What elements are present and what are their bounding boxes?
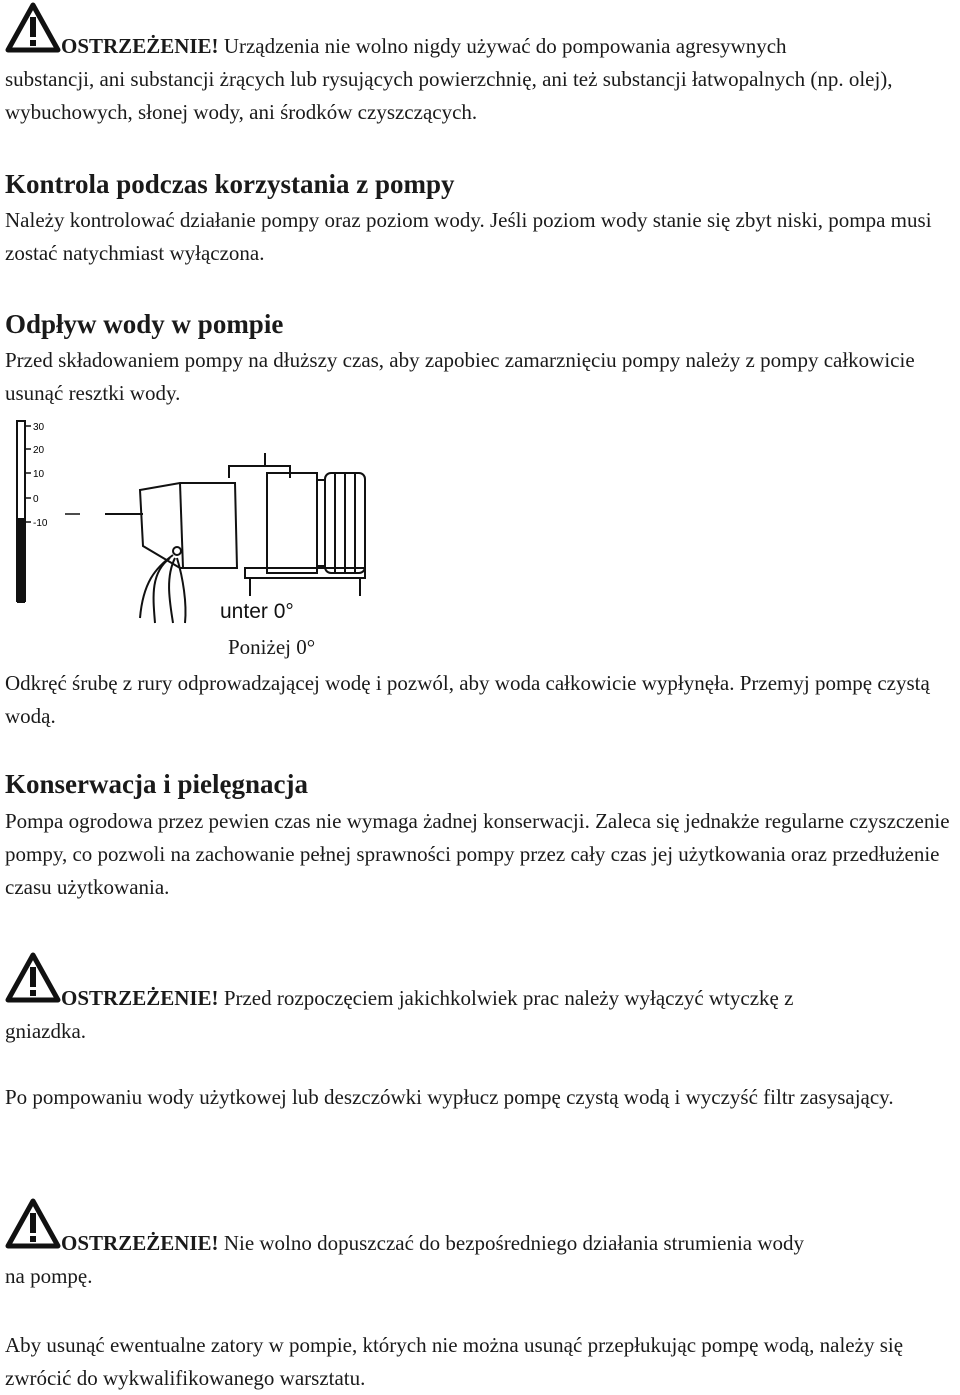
section-body-maintenance: Pompa ogrodowa przez pewien czas nie wymaga żadnej konserwacji. Zaleca się jednakże regularne czyszczenie pompy, co pozwoli na zachowanie pełnej sprawności pompy przez cały czas jej użytkowania oraz przedłużenie czasu użytkowania.: [5, 809, 950, 899]
pump-draining-figure: [5, 418, 385, 628]
scale-label-10: 10: [33, 469, 45, 480]
figure-caption: Poniżej 0°: [228, 635, 316, 659]
drain-instructions: Odkręć śrubę z rury odprowadzającej wodę i pozwól, aby woda całkowicie wypłynęła. Przemyj pompę czystą wodą.: [5, 671, 930, 728]
warning-text-line1: Przed rozpoczęciem jakichkolwiek prac należy wyłączyć wtyczkę z: [218, 986, 794, 1010]
warning-label: OSTRZEŻENIE!: [61, 986, 219, 1010]
scale-label-30: 30: [33, 422, 45, 433]
warning-text-line1: Urządzenia nie wolno nigdy używać do pompowania agresywnych: [218, 34, 787, 58]
pump-icon: [65, 453, 365, 623]
warning-label: OSTRZEŻENIE!: [61, 34, 219, 58]
blockage-instructions: Aby usunąć ewentualne zatory w pompie, których nie można usunąć przepłukując pompę wodą, należy się zwrócić do wykwalifikowanego warsztatu.: [5, 1333, 904, 1390]
section-heading-maintenance: Konserwacja i pielęgnacja: [5, 769, 308, 799]
warning-paragraph-1: [5, 30, 955, 129]
rinse-instructions: Po pompowaniu wody użytkowej lub deszczówki wypłucz pompę czystą wodą i wyczyść filtr zasysający.: [5, 1085, 894, 1109]
scale-label-0: 0: [33, 494, 39, 505]
warning-paragraph-2: [5, 982, 955, 1048]
warning-text-line1: Nie wolno dopuszczać do bezpośredniego działania strumienia wody: [218, 1231, 805, 1255]
warning-text-rest: gniazdka.: [5, 1019, 87, 1043]
warning-text-rest: substancji, ani substancji żrących lub rysujących powierzchnię, ani też substancji łatwopalnych (np. olej), wybuchowych, słonej wody, ani środków czyszczących.: [5, 67, 893, 124]
figure-label: unter 0°: [220, 600, 294, 623]
scale-label-minus10: -10: [33, 518, 48, 529]
warning-paragraph-3: [5, 1227, 955, 1293]
scale-label-20: 20: [33, 445, 45, 456]
thermometer-icon: [17, 421, 48, 603]
section-heading-drain: Odpływ wody w pompie: [5, 309, 284, 339]
warning-text-rest: na pompę.: [5, 1264, 93, 1288]
warning-label: OSTRZEŻENIE!: [61, 1231, 219, 1255]
section-body-drain: Przed składowaniem pompy na dłuższy czas, aby zapobiec zamarznięciu pompy należy z pompy całkowicie usunąć resztki wody.: [5, 348, 915, 405]
section-body-control: Należy kontrolować działanie pompy oraz poziom wody. Jeśli poziom wody stanie się zbyt niski, pompa musi zostać natychmiast wyłączona.: [5, 208, 932, 265]
section-heading-control: Kontrola podczas korzystania z pompy: [5, 169, 455, 199]
